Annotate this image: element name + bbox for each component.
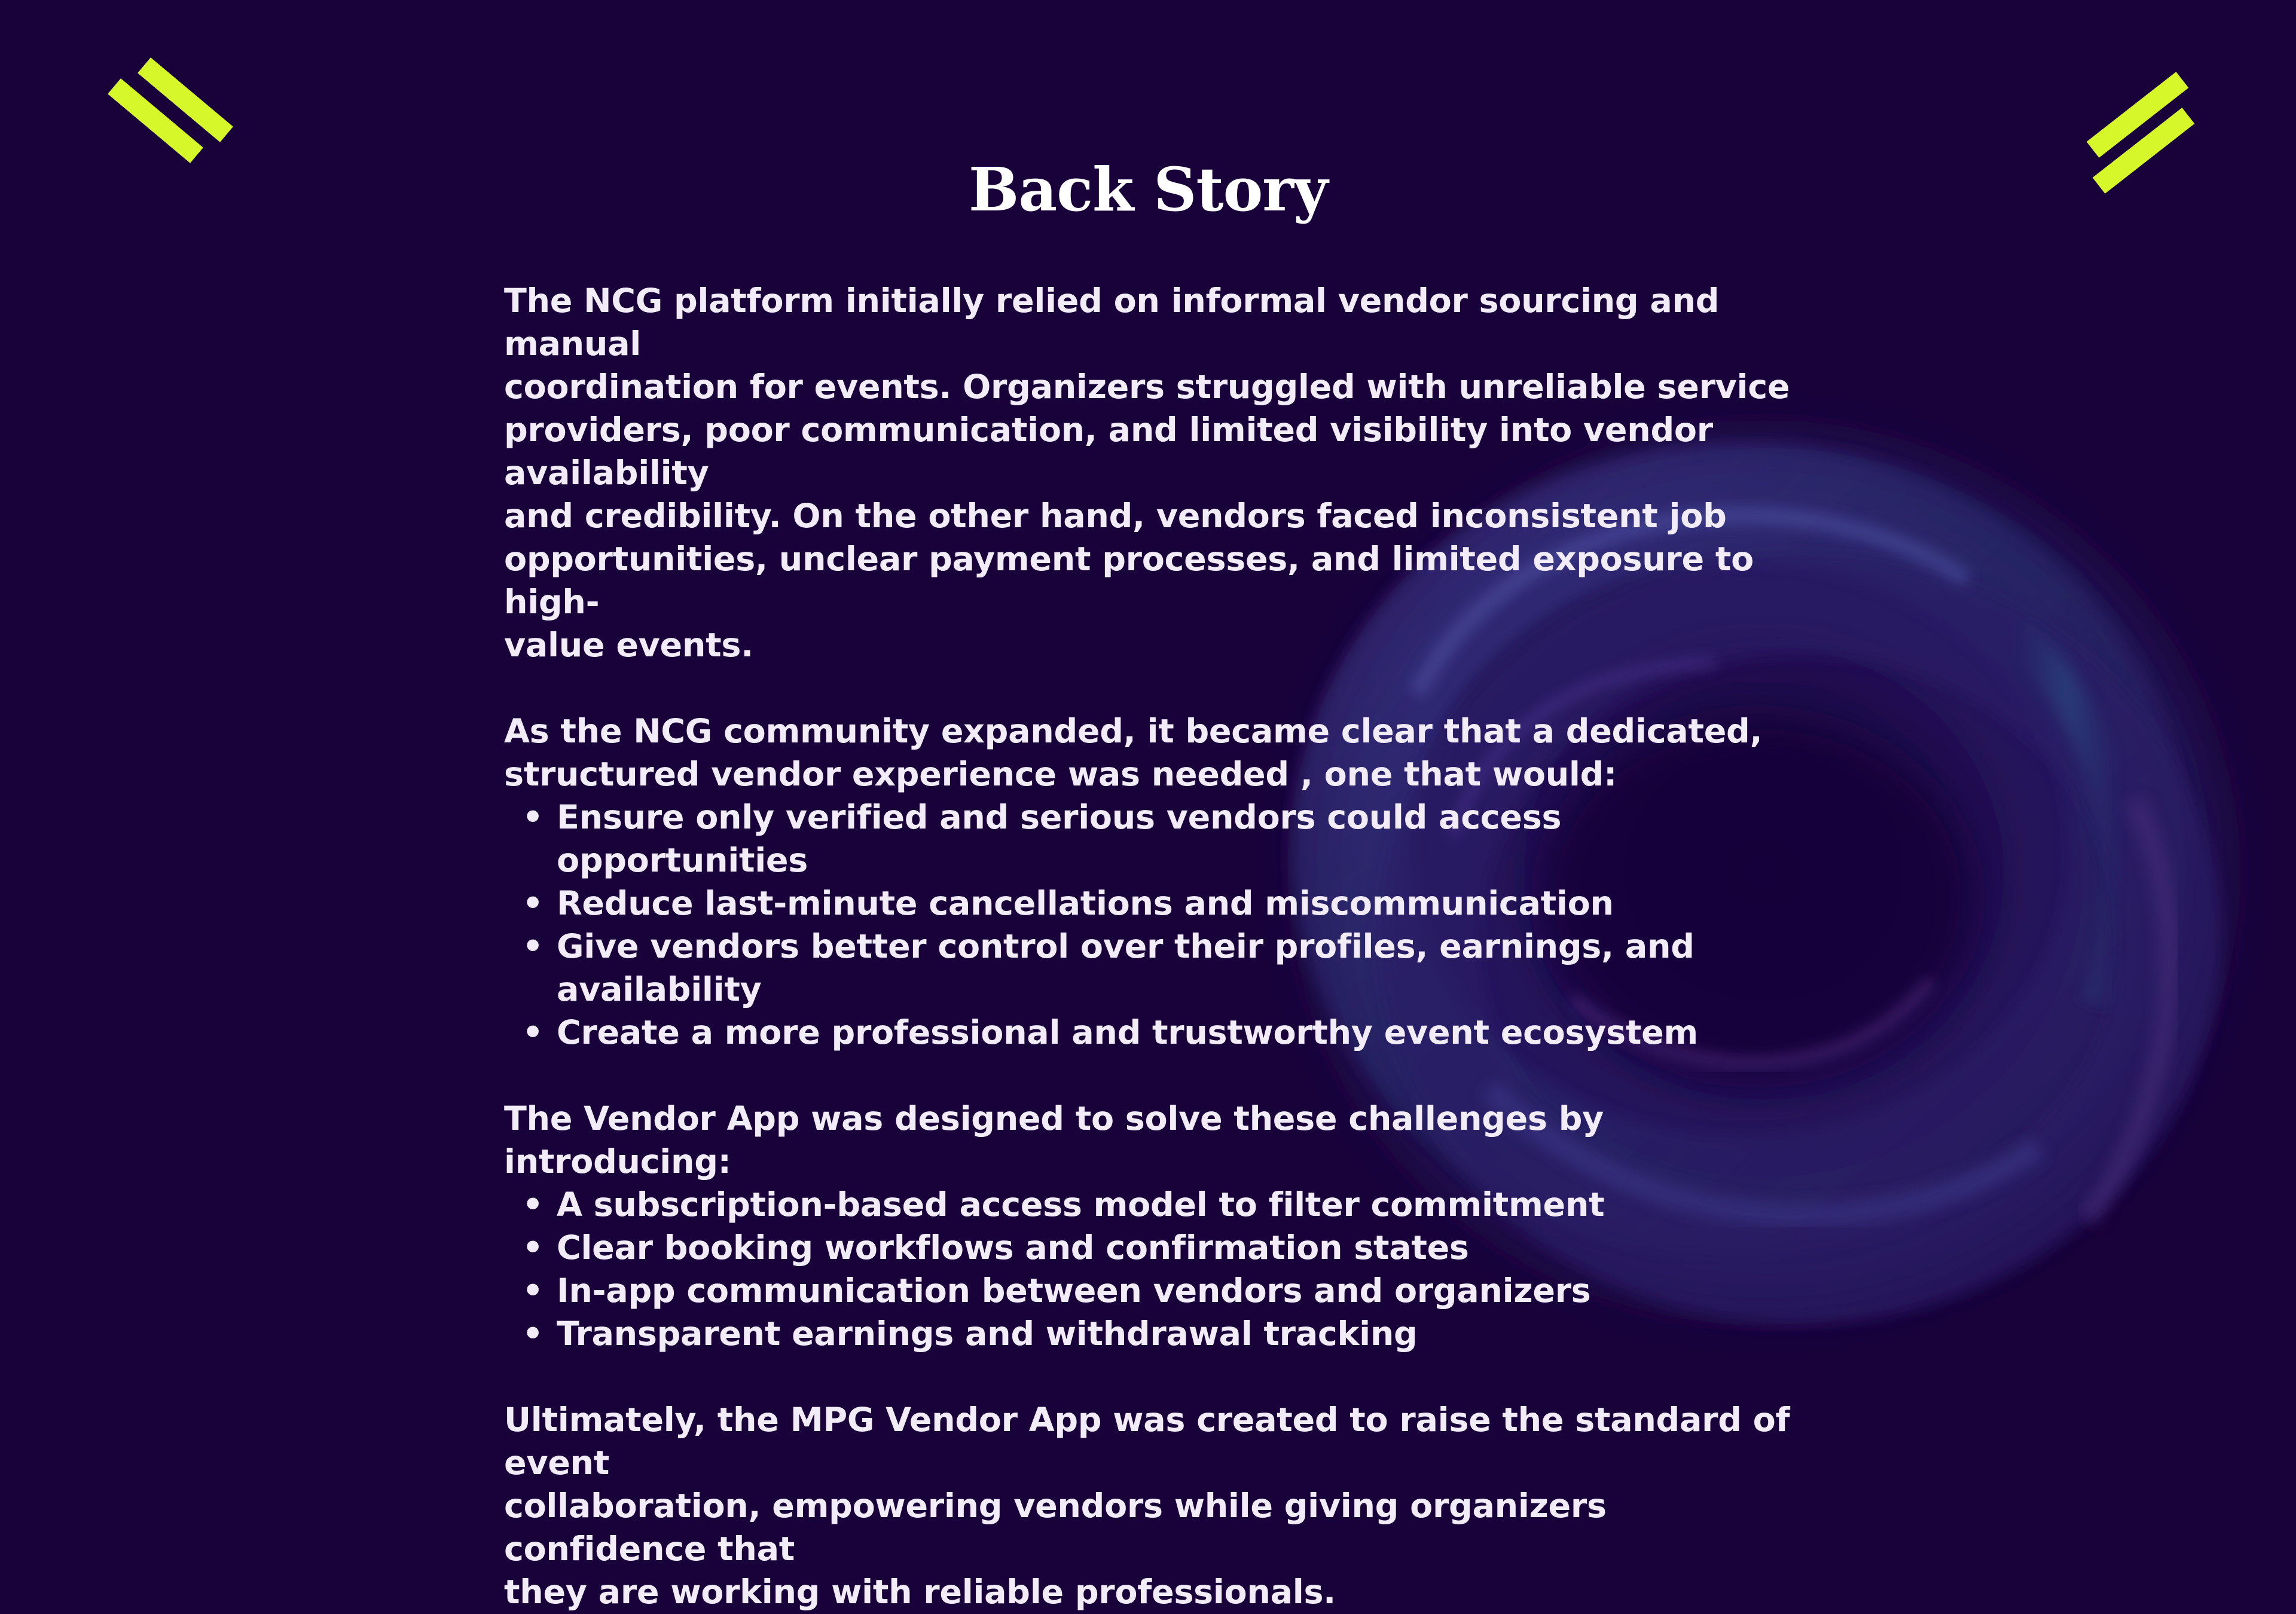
spacer	[504, 667, 1808, 710]
bullet-icon: •	[522, 1185, 544, 1224]
text-line: value events.	[504, 626, 753, 665]
bullet-icon: •	[522, 1271, 544, 1310]
list-item	[504, 1227, 1808, 1270]
list-item-label: A subscription-based access model to filter commitment	[557, 1185, 1605, 1224]
list-item-label: Transparent earnings and withdrawal tracking	[557, 1315, 1418, 1353]
page-title: Back Story	[968, 154, 1328, 225]
list-item	[504, 1011, 1808, 1054]
community-paragraph	[504, 710, 1808, 796]
text-line: coordination for events. Organizers struggled with unreliable service	[504, 368, 1790, 406]
bullet-icon: •	[522, 884, 544, 923]
text-line: As the NCG community expanded, it became clear that a dedicated,	[504, 712, 1763, 751]
list-item	[504, 882, 1808, 925]
list-item	[504, 1313, 1808, 1356]
conclusion-paragraph	[504, 1399, 1808, 1614]
text-line: opportunities, unclear payment processes, and limited exposure to high-	[504, 540, 1754, 622]
list-item-label: Reduce last-minute cancellations and miscommunication	[557, 884, 1614, 923]
bullet-icon: •	[522, 1013, 544, 1052]
text-line: providers, poor communication, and limited visibility into vendor availability	[504, 411, 1713, 493]
solution-paragraph: The Vendor App was designed to solve these challenges by introducing:	[504, 1099, 1604, 1181]
list-item	[504, 1270, 1808, 1313]
text-line: and credibility. On the other hand, vendors faced inconsistent job	[504, 497, 1727, 536]
spacer	[504, 1054, 1808, 1098]
list-item	[504, 925, 1808, 1011]
text-line: collaboration, empowering vendors while giving organizers confidence that	[504, 1487, 1607, 1569]
goals-list	[504, 796, 1808, 1054]
text-line: The NCG platform initially relied on informal vendor sourcing and manual	[504, 282, 1720, 363]
bullet-icon: •	[522, 1315, 544, 1353]
bullet-icon: •	[522, 798, 544, 837]
story-body	[504, 280, 1808, 1614]
list-item-label: Give vendors better control over their profiles, earnings, and availability	[557, 927, 1694, 1009]
list-item-label: In-app communication between vendors and organizers	[557, 1271, 1591, 1310]
list-item	[504, 796, 1808, 882]
bullet-icon: •	[522, 927, 544, 966]
intro-paragraph	[504, 280, 1808, 667]
spacer	[504, 1356, 1808, 1399]
text-line: they are working with reliable professionals.	[504, 1573, 1336, 1612]
text-line: Ultimately, the MPG Vendor App was created to raise the standard of event	[504, 1401, 1790, 1482]
list-item-label: Create a more professional and trustworthy event ecosystem	[557, 1013, 1698, 1052]
bullet-icon: •	[522, 1228, 544, 1267]
list-item	[504, 1184, 1808, 1227]
features-list	[504, 1184, 1808, 1356]
text-line: structured vendor experience was needed , one that would:	[504, 755, 1617, 794]
list-item-label: Clear booking workflows and confirmation states	[557, 1228, 1469, 1267]
list-item-label: Ensure only verified and serious vendors could access opportunities	[557, 798, 1562, 880]
